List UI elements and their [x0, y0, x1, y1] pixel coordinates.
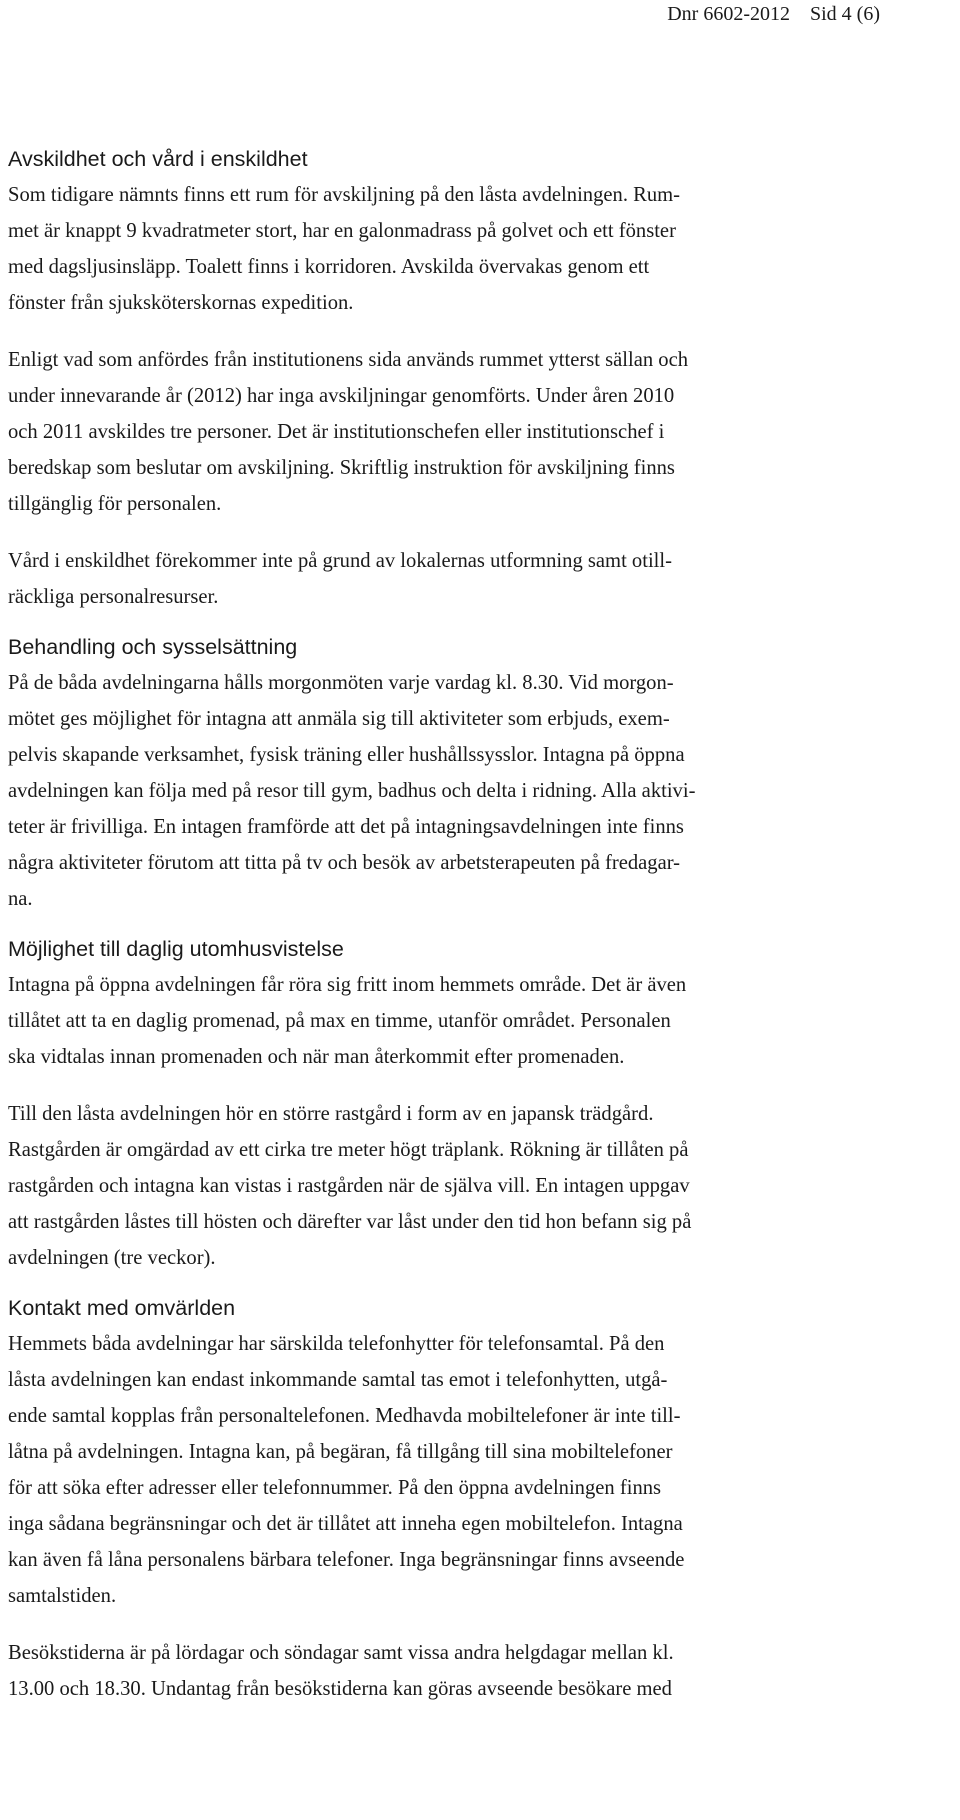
text-line: under innevarande år (2012) har inga avskiljningar genomförts. Under åren 2010	[8, 385, 675, 407]
text-line: fönster från sjuksköterskornas expedition.	[8, 292, 354, 314]
text-line: några aktiviteter förutom att titta på tv och besök av arbetsterapeuten på fredagar-	[8, 852, 681, 874]
text-line: låtna på avdelningen. Intagna kan, på begäran, få tillgång till sina mobiltelefoner	[8, 1441, 673, 1463]
text-line: Besökstiderna är på lördagar och söndagar samt vissa andra helgdagar mellan kl.	[8, 1642, 674, 1664]
text-line: ende samtal kopplas från personaltelefonen. Medhavda mobiltelefoner är inte till-	[8, 1405, 681, 1427]
text-line: Enligt vad som anfördes från institutionens sida används rummet ytterst sällan och	[8, 349, 689, 371]
paragraph	[8, 1096, 902, 1276]
text-line: na.	[8, 888, 33, 910]
text-line: pelvis skapande verksamhet, fysisk träning eller hushållssysslor. Intagna på öppna	[8, 744, 685, 766]
case-number: Dnr 6602-2012	[667, 3, 790, 25]
text-line: teter är frivilliga. En intagen framförde att det på intagningsavdelningen inte finns	[8, 816, 684, 838]
text-line: med dagsljusinsläpp. Toalett finns i korridoren. Avskilda övervakas genom ett	[8, 256, 650, 278]
text-line: tillåtet att ta en daglig promenad, på max en timme, utanför området. Personalen	[8, 1010, 671, 1032]
paragraph	[8, 543, 902, 615]
page-header	[667, 2, 880, 26]
document-body	[8, 145, 902, 1707]
text-line: låsta avdelningen kan endast inkommande samtal tas emot i telefonhytten, utgå-	[8, 1369, 668, 1391]
text-line: mötet ges möjlighet för intagna att anmäla sig till aktiviteter som erbjuds, exem-	[8, 708, 670, 730]
section-heading: Avskildhet och vård i enskildhet	[8, 147, 308, 171]
text-line: Som tidigare nämnts finns ett rum för avskiljning på den låsta avdelningen. Rum-	[8, 184, 681, 206]
page-number: Sid 4 (6)	[810, 3, 880, 25]
text-line: ska vidtalas innan promenaden och när man återkommit efter promenaden.	[8, 1046, 625, 1068]
text-line: avdelningen kan följa med på resor till gym, badhus och delta i ridning. Alla aktivi-	[8, 780, 696, 802]
paragraph	[8, 1326, 902, 1614]
paragraph	[8, 177, 902, 321]
text-line: Till den låsta avdelningen hör en större rastgård i form av en japansk trädgård.	[8, 1103, 654, 1125]
section-heading: Behandling och sysselsättning	[8, 635, 298, 659]
text-line: avdelningen (tre veckor).	[8, 1247, 216, 1269]
text-line: beredskap som beslutar om avskiljning. Skriftlig instruktion för avskiljning finns	[8, 457, 675, 479]
section-heading: Kontakt med omvärlden	[8, 1296, 236, 1320]
text-line: Rastgården är omgärdad av ett cirka tre meter högt träplank. Rökning är tillåten på	[8, 1139, 689, 1161]
paragraph	[8, 1635, 902, 1707]
text-line: På de båda avdelningarna hålls morgonmöten varje vardag kl. 8.30. Vid morgon-	[8, 672, 674, 694]
paragraph	[8, 665, 902, 917]
text-line: tillgänglig för personalen.	[8, 493, 222, 515]
paragraph	[8, 967, 902, 1075]
section-heading: Möjlighet till daglig utomhusvistelse	[8, 937, 344, 961]
text-line: Intagna på öppna avdelningen får röra sig fritt inom hemmets område. Det är även	[8, 974, 687, 996]
text-line: 13.00 och 18.30. Undantag från besökstiderna kan göras avseende besökare med	[8, 1678, 672, 1700]
text-line: inga sådana begränsningar och det är tillåtet att inneha egen mobiltelefon. Intagna	[8, 1513, 683, 1535]
text-line: samtalstiden.	[8, 1585, 117, 1607]
text-line: kan även få låna personalens bärbara telefoner. Inga begränsningar finns avseende	[8, 1549, 685, 1571]
text-line: met är knappt 9 kvadratmeter stort, har en galonmadrass på golvet och ett fönster	[8, 220, 676, 242]
text-line: rastgården och intagna kan vistas i rastgården när de själva vill. En intagen uppgav	[8, 1175, 690, 1197]
paragraph	[8, 342, 902, 522]
text-line: räckliga personalresurser.	[8, 586, 219, 608]
text-line: för att söka efter adresser eller telefonnummer. På den öppna avdelningen finns	[8, 1477, 662, 1499]
text-line: Hemmets båda avdelningar har särskilda telefonhytter för telefonsamtal. På den	[8, 1333, 665, 1355]
text-line: och 2011 avskildes tre personer. Det är institutionschefen eller institutionschef i	[8, 421, 665, 443]
text-line: att rastgården låstes till hösten och därefter var låst under den tid hon befann sig på	[8, 1211, 692, 1233]
text-line: Vård i enskildhet förekommer inte på grund av lokalernas utformning samt otill-	[8, 550, 672, 572]
